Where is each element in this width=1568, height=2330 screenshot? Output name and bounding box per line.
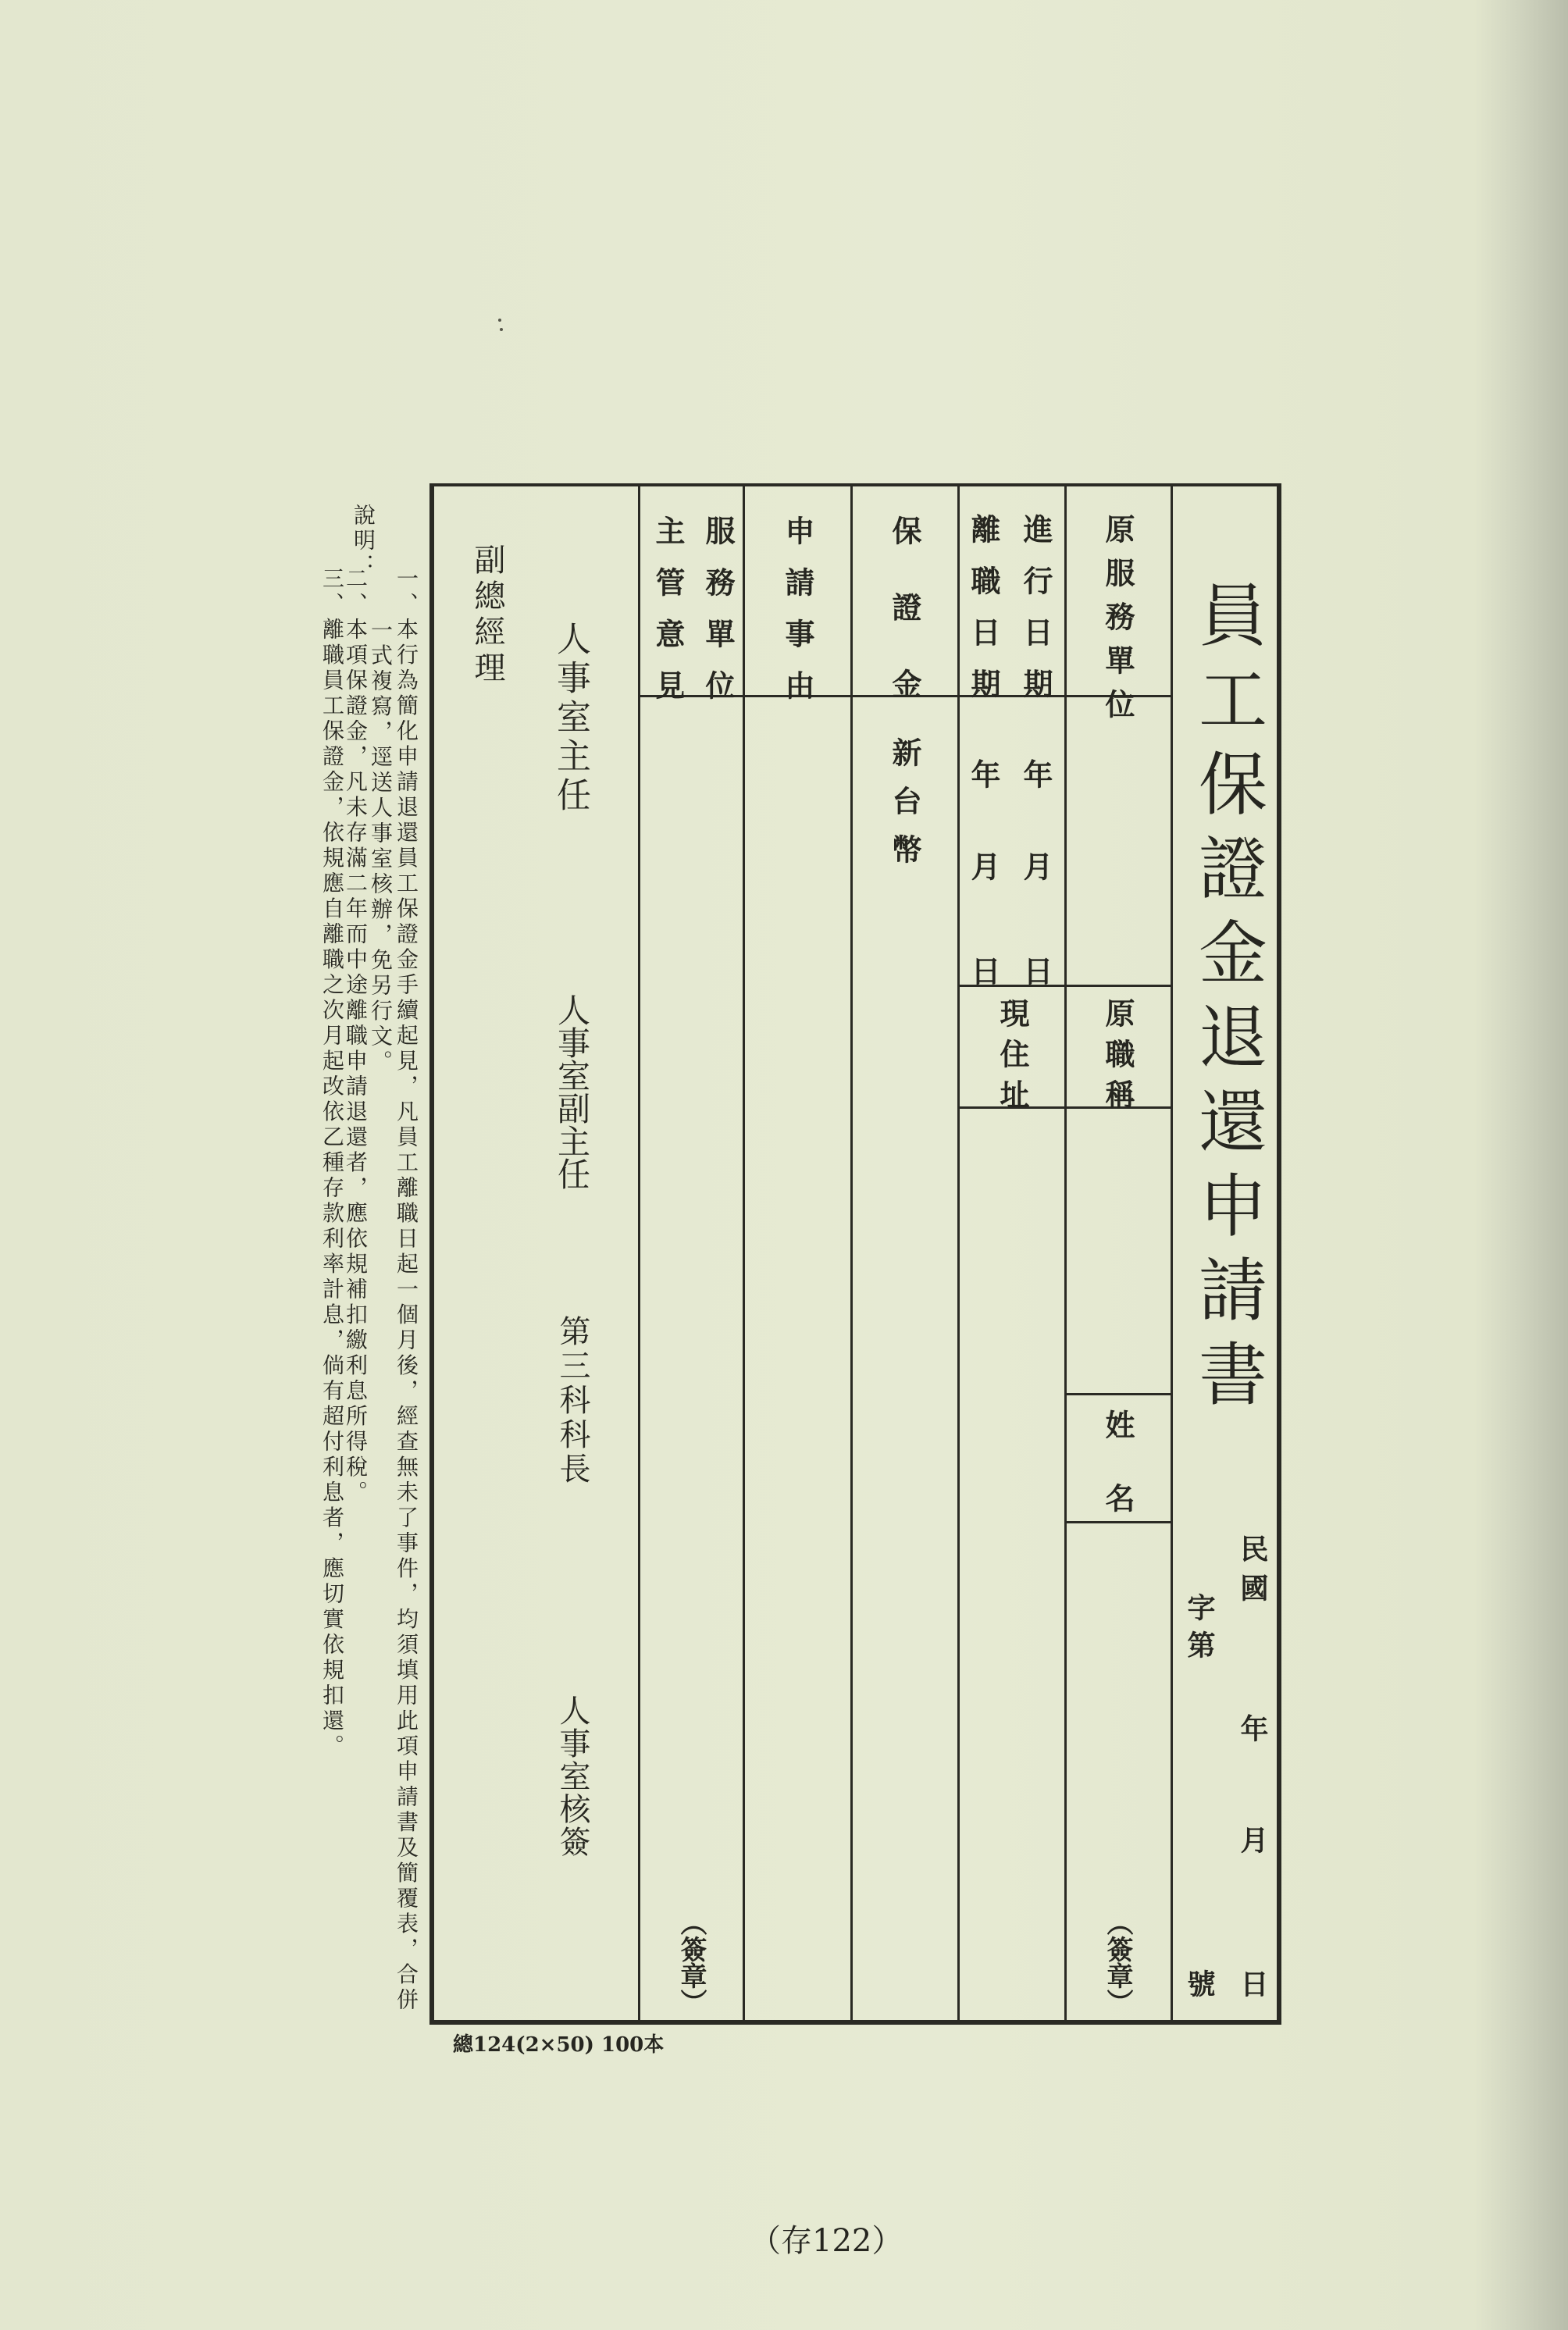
field-name[interactable] [1067, 1523, 1170, 1898]
label-address: 現住址 [995, 998, 1030, 1120]
label-service-unit: 服務單位 [700, 515, 736, 721]
table-border-right [1277, 483, 1281, 2025]
label-supervisor-opinion: 主管意見 [650, 515, 686, 721]
start-year: 年 [1018, 759, 1053, 789]
leave-month: 月 [966, 851, 1001, 881]
note-item-1-cont: 一式複寫，逕送人事室核辦，免另行文。 [368, 618, 394, 1075]
label-deposit: 保證金 [887, 515, 922, 745]
label-original-title: 原職稱 [1100, 998, 1135, 1120]
field-reason[interactable] [746, 698, 850, 2019]
divider [1064, 1393, 1172, 1395]
signature-mark: （簽章） [1102, 1909, 1133, 2015]
leave-day: 日 [966, 956, 1001, 985]
date-year: 年 [1236, 1714, 1269, 1742]
field-address[interactable] [960, 1109, 1064, 2018]
doc-no-prefix: 字第 [1183, 1593, 1216, 1668]
label-name: 姓名 [1100, 1409, 1135, 1556]
notes-heading: 說明： [351, 504, 376, 579]
date-day: 日 [1236, 1969, 1269, 1997]
form-title: 員工保證金退還申請書 [1188, 579, 1268, 1423]
label-start-date: 進行日期 [1018, 514, 1053, 720]
date-era: 民國 [1236, 1534, 1269, 1612]
approval-hr-deputy: 人事室副主任 [553, 993, 591, 1190]
table-border-bottom [431, 2020, 1281, 2025]
approval-section3-chief: 第三科科長 [554, 1315, 590, 1487]
approval-vice-gm: 副總經理 [469, 543, 505, 687]
date-month: 月 [1236, 1826, 1269, 1854]
doc-no-suffix: 號 [1183, 1969, 1216, 1997]
field-original-unit[interactable] [1067, 698, 1170, 984]
note-item-3: 三、離職員工保證金，依規應自離職之次月起改依乙種存款利率計息，倘有超付利息者，應切實依規扣還。 [319, 567, 345, 1760]
field-deposit-amount[interactable] [853, 875, 957, 2018]
leave-year: 年 [966, 759, 1001, 789]
page-number: （存122） [750, 2223, 903, 2259]
field-original-title[interactable] [1067, 1109, 1170, 1391]
divider [1171, 485, 1173, 2022]
label-reason: 申請事由 [780, 515, 815, 721]
signature-mark: （簽章） [675, 1909, 707, 2015]
form-code: 總124(2×50) 100本 [453, 2033, 665, 2057]
note-item-2: 二、本項保證金，凡未存滿二年而中途離職申請退還者，應依規補扣繳利息所得稅。 [343, 567, 369, 1506]
note-item-1: 一、本行為簡化申請退還員工保證金手續起見，凡員工離職日起一個月後，經查無未了事件，均須填用此項申請書及簡覆表，合併 [394, 567, 419, 2014]
scan-speck [498, 319, 501, 322]
scan-speck [500, 328, 503, 331]
divider [743, 485, 745, 2022]
table-border-top [431, 483, 1281, 486]
label-original-unit: 原服務單位 [1100, 514, 1135, 732]
table-border-left [429, 483, 434, 2025]
approval-hr-director: 人事室主任 [551, 621, 590, 816]
approval-hr-review: 人事室核簽 [554, 1694, 590, 1858]
start-month: 月 [1018, 851, 1053, 881]
start-day: 日 [1018, 956, 1053, 985]
label-leave-date: 離職日期 [966, 514, 1001, 720]
label-currency: 新台幣 [887, 737, 922, 882]
field-supervisor-opinion[interactable] [640, 698, 742, 1901]
